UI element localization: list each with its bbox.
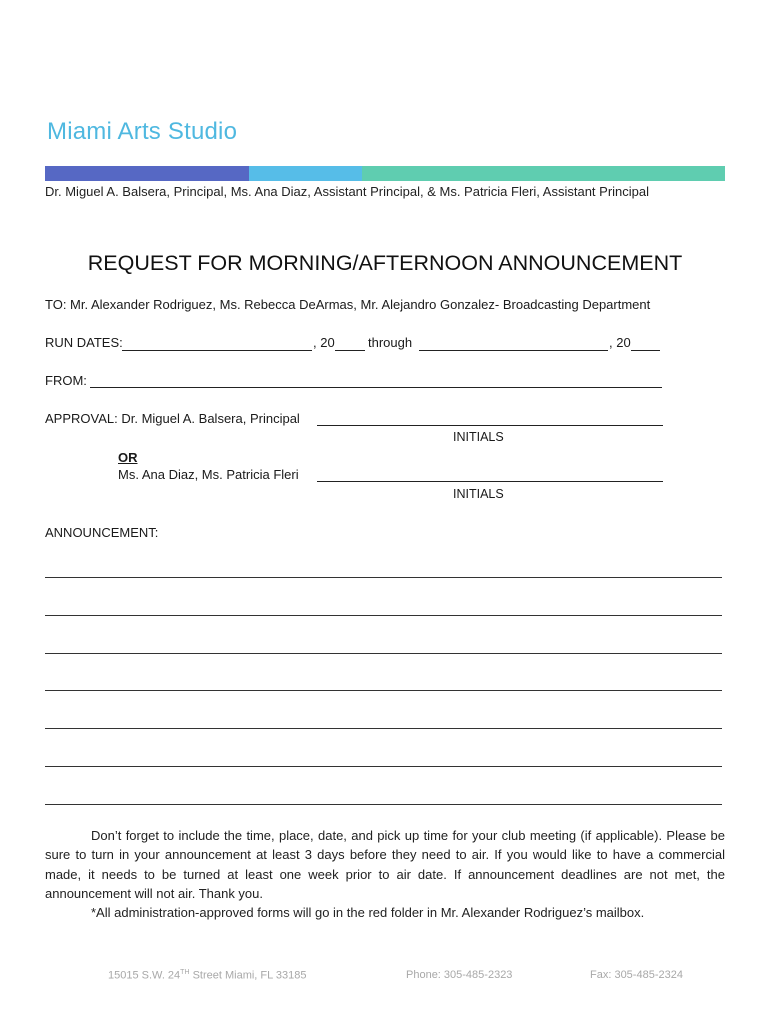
to-line: TO: Mr. Alexander Rodriguez, Ms. Rebecca DeArmas, Mr. Alejandro Gonzalez- Broadcasting Department <box>45 297 651 312</box>
announcement-label: ANNOUNCEMENT: <box>45 525 159 540</box>
folder-note: *All administration-approved forms will go in the red folder in Mr. Alexander Rodriguez’s mailbox. <box>91 905 645 921</box>
header-bar-teal <box>362 166 725 181</box>
footer-phone: Phone: 305-485-2323 <box>406 969 513 981</box>
from-field[interactable] <box>90 387 662 388</box>
alt-approvers-label: Ms. Ana Diaz, Ms. Patricia Fleri <box>118 467 299 482</box>
instructions-paragraph: Don’t forget to include the time, place, date, and pick up time for your club meeting (if applicable). Please be sure to turn in your announcement at least 3 days before they need to air. If you would like to have a commercial made, it needs to be turned at least one week prior to air date. If announcement deadlines are not met, the announcement will not air. Thank you. <box>45 828 725 901</box>
run-date-start-field[interactable] <box>122 350 312 351</box>
announcement-line[interactable] <box>45 728 722 729</box>
announcement-line[interactable] <box>45 653 722 654</box>
principal-initials-field[interactable] <box>317 425 663 426</box>
from-label: FROM: <box>45 373 87 388</box>
announcement-line[interactable] <box>45 577 722 578</box>
principals-line: Dr. Miguel A. Balsera, Principal, Ms. Ana Diaz, Assistant Principal, & Ms. Patricia Fleri, Assistant Principal <box>45 184 649 199</box>
footer-fax: Fax: 305-485-2324 <box>590 969 683 981</box>
run-year-end-field[interactable] <box>631 350 660 351</box>
announcement-line[interactable] <box>45 690 722 691</box>
address-suffix: TH <box>180 969 190 976</box>
announcement-line[interactable] <box>45 766 722 767</box>
run-dates-label: RUN DATES: <box>45 335 123 350</box>
year-prefix-2: , 20 <box>609 335 631 350</box>
approval-label: APPROVAL: Dr. Miguel A. Balsera, Principal <box>45 411 300 426</box>
instructions-note <box>45 826 725 922</box>
initials-caption-1: INITIALS <box>453 430 504 444</box>
header-bar-blue <box>45 166 249 181</box>
or-label: OR <box>118 450 138 465</box>
run-date-end-field[interactable] <box>419 350 608 351</box>
through-label: through <box>368 335 413 350</box>
run-year-start-field[interactable] <box>335 350 365 351</box>
address-part-2: Street Miami, FL 33185 <box>189 969 307 982</box>
assistant-initials-field[interactable] <box>317 481 663 482</box>
form-title: REQUEST FOR MORNING/AFTERNOON ANNOUNCEMENT <box>87 251 683 275</box>
initials-caption-2: INITIALS <box>453 487 504 501</box>
footer-address <box>108 969 307 982</box>
address-part-1: 15015 S.W. 24 <box>108 969 181 982</box>
announcement-line[interactable] <box>45 615 722 616</box>
year-prefix-1: , 20 <box>313 335 335 350</box>
announcement-line[interactable] <box>45 804 722 805</box>
school-name: Miami Arts Studio <box>47 118 238 145</box>
header-bar-lightblue <box>249 166 362 181</box>
